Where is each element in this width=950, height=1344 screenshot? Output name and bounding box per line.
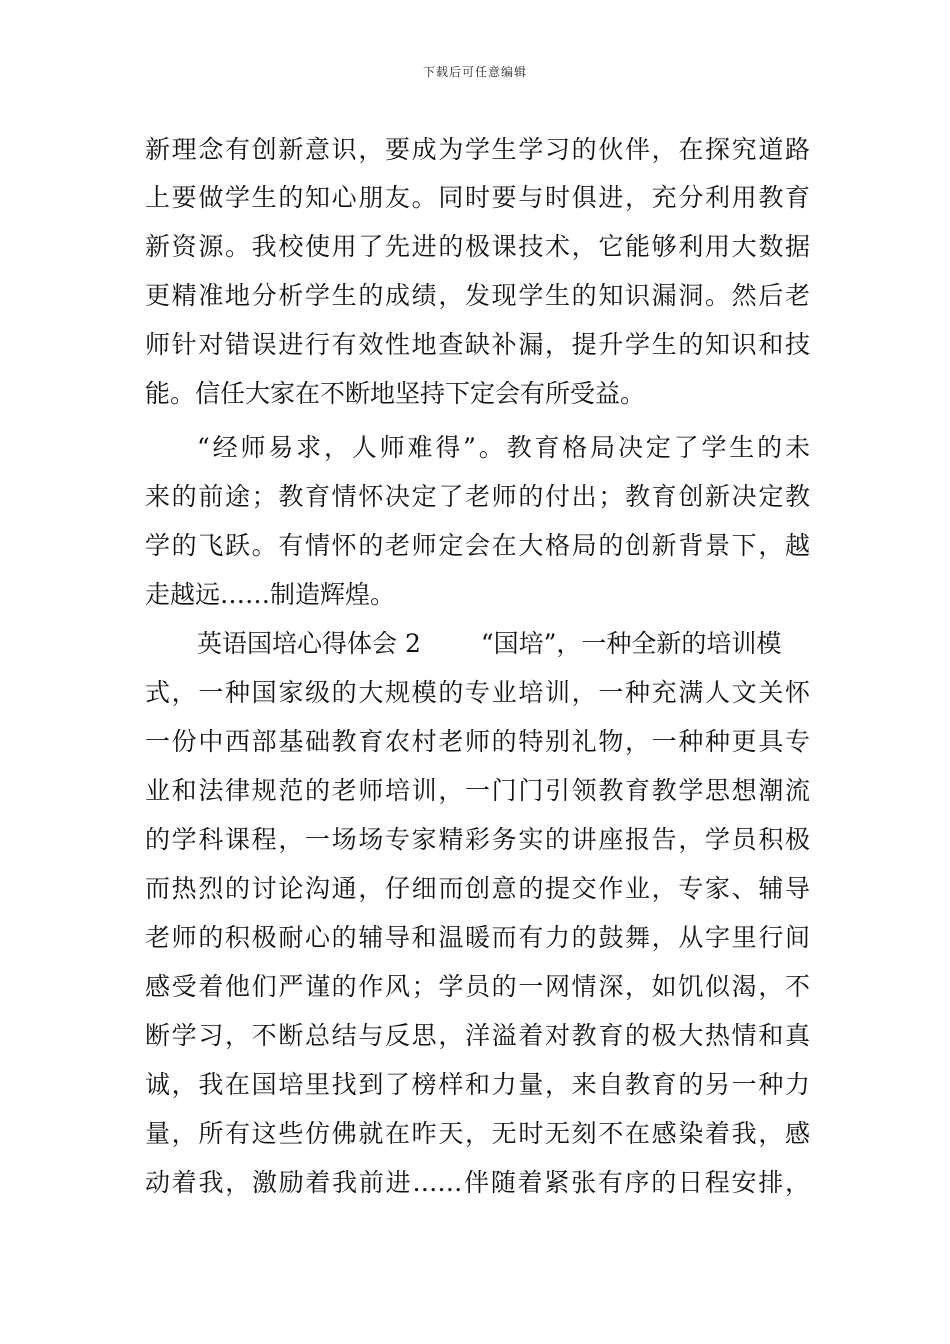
section-heading: 英语国培心得体会 2 bbox=[197, 629, 421, 658]
paragraph-line: 诚，我在国培里找到了榜样和力量，来自教育的另一种力 bbox=[145, 1070, 810, 1099]
paragraph-line: 来的前途；教育情怀决定了老师的付出；教育创新决定教 bbox=[145, 482, 810, 511]
paragraph-line: 式，一种国家级的大规模的专业培训，一种充满人文关怀 bbox=[145, 678, 810, 707]
page-header: 下载后可任意编辑 bbox=[422, 65, 527, 79]
paragraph-line: 断学习，不断总结与反思，洋溢着对教育的极大热情和真 bbox=[145, 1021, 810, 1050]
section-heading-line bbox=[197, 624, 810, 664]
paragraph-line: 更精准地分析学生的成绩，发现学生的知识漏洞。然后老 bbox=[145, 281, 810, 310]
paragraph-line: 能。信任大家在不断地坚持下定会有所受益。 bbox=[145, 379, 646, 408]
paragraph-line: 新资源。我校使用了先进的极课技术，它能够利用大数据 bbox=[145, 232, 810, 261]
paragraph-line: 而热烈的讨论沟通，仔细而创意的提交作业，专家、辅导 bbox=[145, 874, 810, 903]
paragraph-line: 动着我，激励着我前进……伴随着紧张有序的日程安排， bbox=[145, 1168, 810, 1197]
paragraph-line: 一份中西部基础教育农村老师的特别礼物，一种种更具专 bbox=[145, 727, 810, 756]
paragraph-line: 学的飞跃。有情怀的老师定会在大格局的创新背景下，越 bbox=[145, 531, 810, 560]
paragraph-line: 走越远……制造辉煌。 bbox=[145, 580, 396, 609]
paragraph-line: 上要做学生的知心朋友。同时要与时俱进，充分利用教育 bbox=[145, 183, 810, 212]
paragraph-line: 业和法律规范的老师培训，一门门引领教育教学思想潮流 bbox=[145, 776, 810, 805]
paragraph-line: 新理念有创新意识，要成为学生学习的伙伴，在探究道路 bbox=[145, 135, 810, 164]
paragraph-line: 老师的积极耐心的辅导和温暖而有力的鼓舞，从字里行间 bbox=[145, 923, 810, 952]
paragraph-line: 量，所有这些仿佛就在昨天，无时无刻不在感染着我，感 bbox=[145, 1119, 810, 1148]
paragraph-line-start: “国培”，一种全新的培训模 bbox=[480, 629, 782, 658]
paragraph-line: 感受着他们严谨的作风；学员的一网情深，如饥似渴，不 bbox=[145, 972, 810, 1001]
paragraph-line: 师针对错误进行有效性地查缺补漏，提升学生的知识和技 bbox=[145, 330, 810, 359]
paragraph-line: “经师易求，人师难得”。教育格局决定了学生的未 bbox=[197, 433, 810, 462]
paragraph-line: 的学科课程，一场场专家精彩务实的讲座报告，学员积极 bbox=[145, 825, 810, 854]
